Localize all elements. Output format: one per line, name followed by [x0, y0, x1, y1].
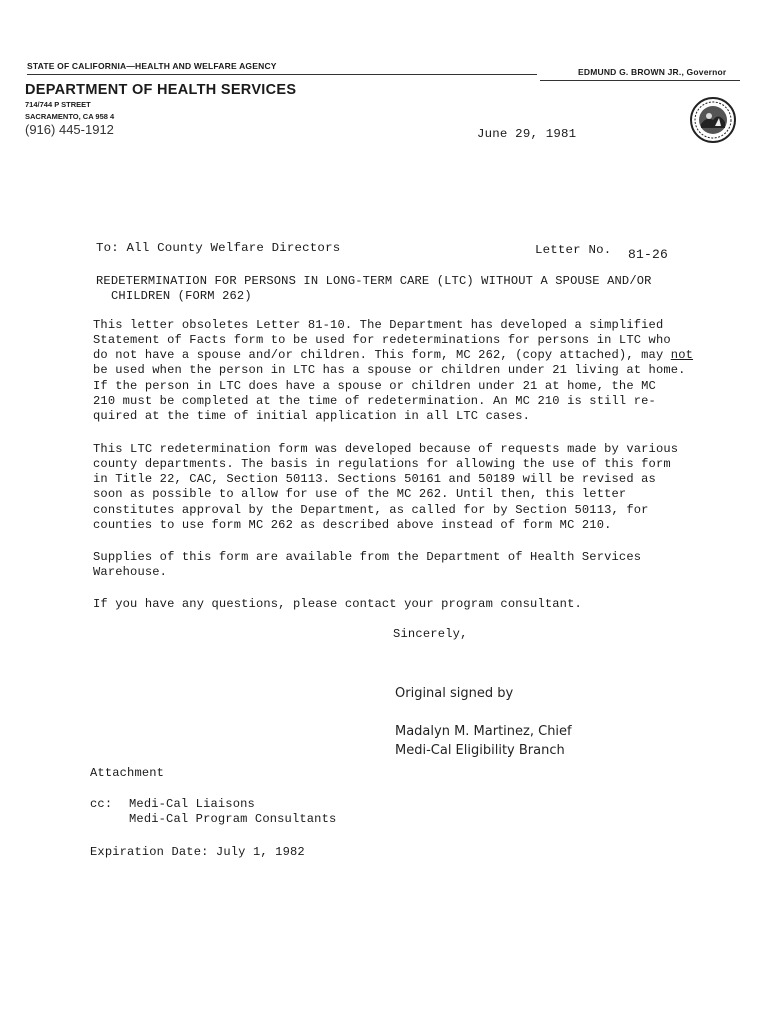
paragraph-2-line: soon as possible to allow for use of the MC 262. Until then, this letter: [93, 487, 627, 501]
paragraph-1-line: Statement of Facts form to be used for redeterminations for persons in LTC who: [93, 333, 671, 347]
paragraph-1-line: be used when the person in LTC has a spouse or children under 21 living at home.: [93, 363, 686, 377]
header-rule-left: [27, 74, 537, 75]
paragraph-2-line: constitutes approval by the Department, as called for by Section 50113, for: [93, 503, 649, 517]
paragraph-4: If you have any questions, please contact your program consultant.: [93, 597, 582, 611]
agency-line: STATE OF CALIFORNIA—HEALTH AND WELFARE AGENCY: [27, 61, 277, 71]
cc-label: cc:: [90, 797, 113, 811]
cc-recipient: Medi-Cal Program Consultants: [129, 812, 337, 826]
paragraph-1-line: 210 must be completed at the time of redetermination. An MC 210 is still re-: [93, 394, 656, 408]
paragraph-1-line: If the person in LTC does have a spouse or children under 21 at home, the MC: [93, 379, 656, 393]
header-rule-right: [540, 80, 740, 81]
paragraph-1-line: This letter obsoletes Letter 81-10. The Department has developed a simplified: [93, 318, 664, 332]
phone-number: (916) 445-1912: [25, 122, 114, 137]
recipient-line: To: All County Welfare Directors: [96, 241, 341, 255]
letter-date: June 29, 1981: [477, 127, 577, 141]
signer-name: Madalyn M. Martinez, Chief: [395, 724, 572, 739]
state-seal-icon: [689, 96, 737, 149]
paragraph-2-line: This LTC redetermination form was developed because of requests made by various: [93, 442, 679, 456]
signature-note: Original signed by: [395, 686, 514, 701]
paragraph-1-line: [93, 348, 693, 362]
cc-recipient: Medi-Cal Liaisons: [129, 797, 255, 811]
paragraph-2-line: counties to use form MC 262 as described above instead of form MC 210.: [93, 518, 612, 532]
address-street: 714/744 P STREET: [25, 100, 91, 109]
underlined-not: not: [670, 348, 694, 362]
attachment-label: Attachment: [90, 766, 165, 780]
paragraph-1-line: quired at the time of initial application in all LTC cases.: [93, 409, 531, 423]
letter-number: 81-26: [628, 247, 669, 262]
closing: Sincerely,: [393, 627, 468, 641]
subject-line-1: REDETERMINATION FOR PERSONS IN LONG-TERM CARE (LTC) WITHOUT A SPOUSE AND/OR: [96, 274, 652, 288]
paragraph-3-line: Warehouse.: [93, 565, 168, 579]
paragraph-2-line: in Title 22, CAC, Section 50113. Sections 50161 and 50189 will be revised as: [93, 472, 656, 486]
department-name: DEPARTMENT OF HEALTH SERVICES: [25, 82, 297, 98]
subject-line-2: CHILDREN (FORM 262): [111, 289, 252, 303]
paragraph-3-line: Supplies of this form are available from the Department of Health Services: [93, 550, 642, 564]
letter-number-label: Letter No.: [535, 243, 612, 257]
signer-title: Medi-Cal Eligibility Branch: [395, 743, 565, 758]
governor-line: EDMUND G. BROWN JR., Governor: [578, 67, 727, 77]
expiration-date: Expiration Date: July 1, 1982: [90, 845, 305, 859]
paragraph-2-line: county departments. The basis in regulations for allowing the use of this form: [93, 457, 671, 471]
paragraph-1-line-text: do not have a spouse and/or children. This form, MC 262, (copy attached), may: [93, 348, 671, 362]
address-city: SACRAMENTO, CA 958 4: [25, 112, 115, 121]
